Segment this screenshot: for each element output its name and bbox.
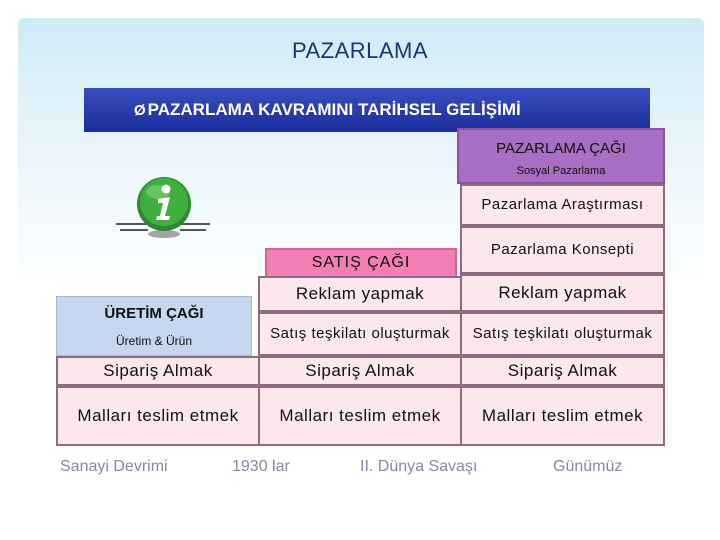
info-icon: [114, 172, 214, 242]
timeline-sanayi-devrimi: Sanayi Devrimi: [60, 458, 168, 475]
cell-uretim-siparis: Sipariş Almak: [56, 356, 260, 386]
era-uretim-sub: Üretim & Ürün: [115, 334, 192, 348]
cell-satis-teslim: Malları teslim etmek: [258, 386, 462, 446]
cell-pazarlama-arastirmasi: Pazarlama Araştırması: [460, 184, 665, 226]
era-uretim-label: ÜRETİM ÇAĞI: [104, 305, 204, 322]
cell-uretim-teslim: Malları teslim etmek: [56, 386, 260, 446]
banner-text: PAZARLAMA KAVRAMINI TARİHSEL GELİŞİMİ: [147, 100, 521, 119]
bullet-arrow-icon: Ø: [134, 101, 146, 119]
era-pazarlama-sub: Sosyal Pazarlama: [516, 165, 606, 177]
cell-satis-siparis: Sipariş Almak: [258, 356, 462, 386]
era-pazarlama-label: PAZARLAMA ÇAĞI: [496, 140, 626, 157]
cell-pazarlama-teslim: Malları teslim etmek: [460, 386, 665, 446]
cell-satis-teskilat: Satış teşkilatı oluşturmak: [258, 312, 462, 356]
era-uretim-cagi: [56, 296, 252, 356]
section-banner: [84, 88, 650, 132]
slide-title: PAZARLAMA: [291, 38, 429, 63]
cell-pazarlama-konsepti: Pazarlama Konsepti: [460, 226, 665, 274]
cell-pazarlama-reklam: Reklam yapmak: [460, 274, 665, 312]
timeline-1930lar: 1930 lar: [232, 458, 290, 475]
cell-satis-reklam: Reklam yapmak: [258, 276, 462, 312]
cell-pazarlama-siparis: Sipariş Almak: [460, 356, 665, 386]
era-pazarlama-cagi: [457, 128, 665, 184]
timeline-dunya-savasi: II. Dünya Savaşı: [360, 458, 478, 475]
timeline-gunumuz: Günümüz: [553, 458, 623, 475]
cell-pazarlama-teskilat: Satış teşkilatı oluşturmak: [460, 312, 665, 356]
era-satis-cagi: SATIŞ ÇAĞI: [265, 248, 457, 278]
